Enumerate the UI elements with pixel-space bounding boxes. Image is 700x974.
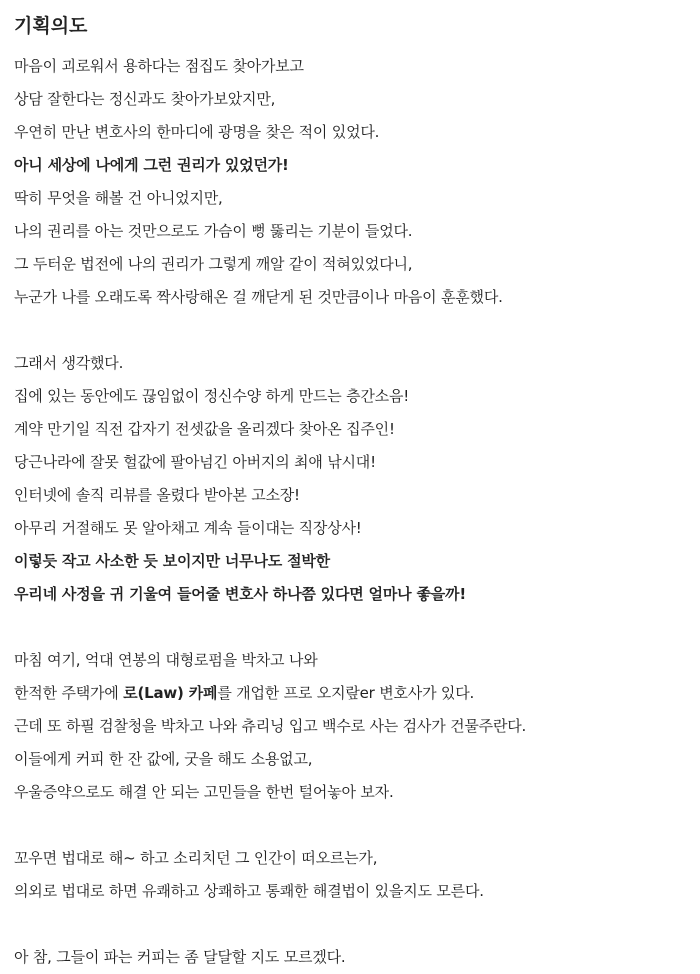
text-line: 의외로 법대로 하면 유쾌하고 상쾌하고 통쾌한 해결법이 있을지도 모른다.: [14, 882, 484, 900]
text-segment: 한적한 주택가에: [14, 684, 124, 702]
text-line: 이들에게 커피 한 잔 값에, 굿을 해도 소용없고,: [14, 750, 313, 768]
text-line: 집에 있는 동안에도 끊임없이 정신수양 하게 만드는 층간소음!: [14, 387, 410, 405]
text-line: [14, 677, 700, 710]
paragraph-1: [14, 50, 700, 314]
text-segment: 를 개업한 프로 오지랖er 변호사가 있다.: [217, 684, 475, 702]
paragraph-3: [14, 644, 700, 809]
text-line: 근데 또 하필 검찰청을 박차고 나와 츄리닝 입고 백수로 사는 검사가 건물주란다.: [14, 717, 527, 735]
paragraph-5: [14, 941, 700, 974]
paragraph-gap: [14, 314, 700, 347]
emphasis-line: 이렇듯 작고 사소한 듯 보이지만 너무나도 절박한: [14, 552, 330, 570]
text-line: 꼬우면 법대로 해~ 하고 소리치던 그 인간이 떠오르는가,: [14, 849, 378, 867]
paragraph-2: [14, 347, 700, 611]
text-line: 당근나라에 잘못 헐값에 팔아넘긴 아버지의 최애 낚시대!: [14, 453, 376, 471]
text-line: 마음이 괴로워서 용하다는 점집도 찾아가보고: [14, 57, 304, 75]
emphasis-line: 우리네 사정을 귀 기울여 들어줄 변호사 하나쯤 있다면 얼마나 좋을까!: [14, 585, 466, 603]
text-line: 인터넷에 솔직 리뷰를 올렸다 받아본 고소장!: [14, 486, 300, 504]
text-line: 우연히 만난 변호사의 한마디에 광명을 찾은 적이 있었다.: [14, 123, 380, 141]
text-line: 아무리 거절해도 못 알아채고 계속 들이대는 직장상사!: [14, 519, 362, 537]
text-line: 마침 여기, 억대 연봉의 대형로펌을 박차고 나와: [14, 651, 318, 669]
law-cafe-emphasis: 로(Law) 카페: [123, 684, 218, 702]
text-line: 그 두터운 법전에 나의 권리가 그렇게 깨알 같이 적혀있었다니,: [14, 255, 413, 273]
text-line: 계약 만기일 직전 갑자기 전셋값을 올리겠다 찾아온 집주인!: [14, 420, 395, 438]
text-line: 상담 잘한다는 정신과도 찾아가보았지만,: [14, 90, 276, 108]
text-line: 나의 권리를 아는 것만으로도 가슴이 뻥 뚫리는 기분이 들었다.: [14, 222, 413, 240]
emphasis-line: 아니 세상에 나에게 그런 권리가 있었던가!: [14, 156, 289, 174]
paragraph-gap: [14, 809, 700, 842]
text-line: 그래서 생각했다.: [14, 354, 124, 372]
text-line: 아 참, 그들이 파는 커피는 좀 달달할 지도 모르겠다.: [14, 948, 346, 966]
paragraph-gap: [14, 611, 700, 644]
page-title: 기획의도: [14, 15, 88, 37]
paragraph-gap: [14, 908, 700, 941]
text-line: 딱히 무엇을 해볼 건 아니었지만,: [14, 189, 223, 207]
paragraph-4: [14, 842, 700, 908]
text-line: 누군가 나를 오래도록 짝사랑해온 걸 깨닫게 된 것만큼이나 마음이 훈훈했다.: [14, 288, 503, 306]
text-line: 우울증약으로도 해결 안 되는 고민들을 한번 털어놓아 보자.: [14, 783, 394, 801]
